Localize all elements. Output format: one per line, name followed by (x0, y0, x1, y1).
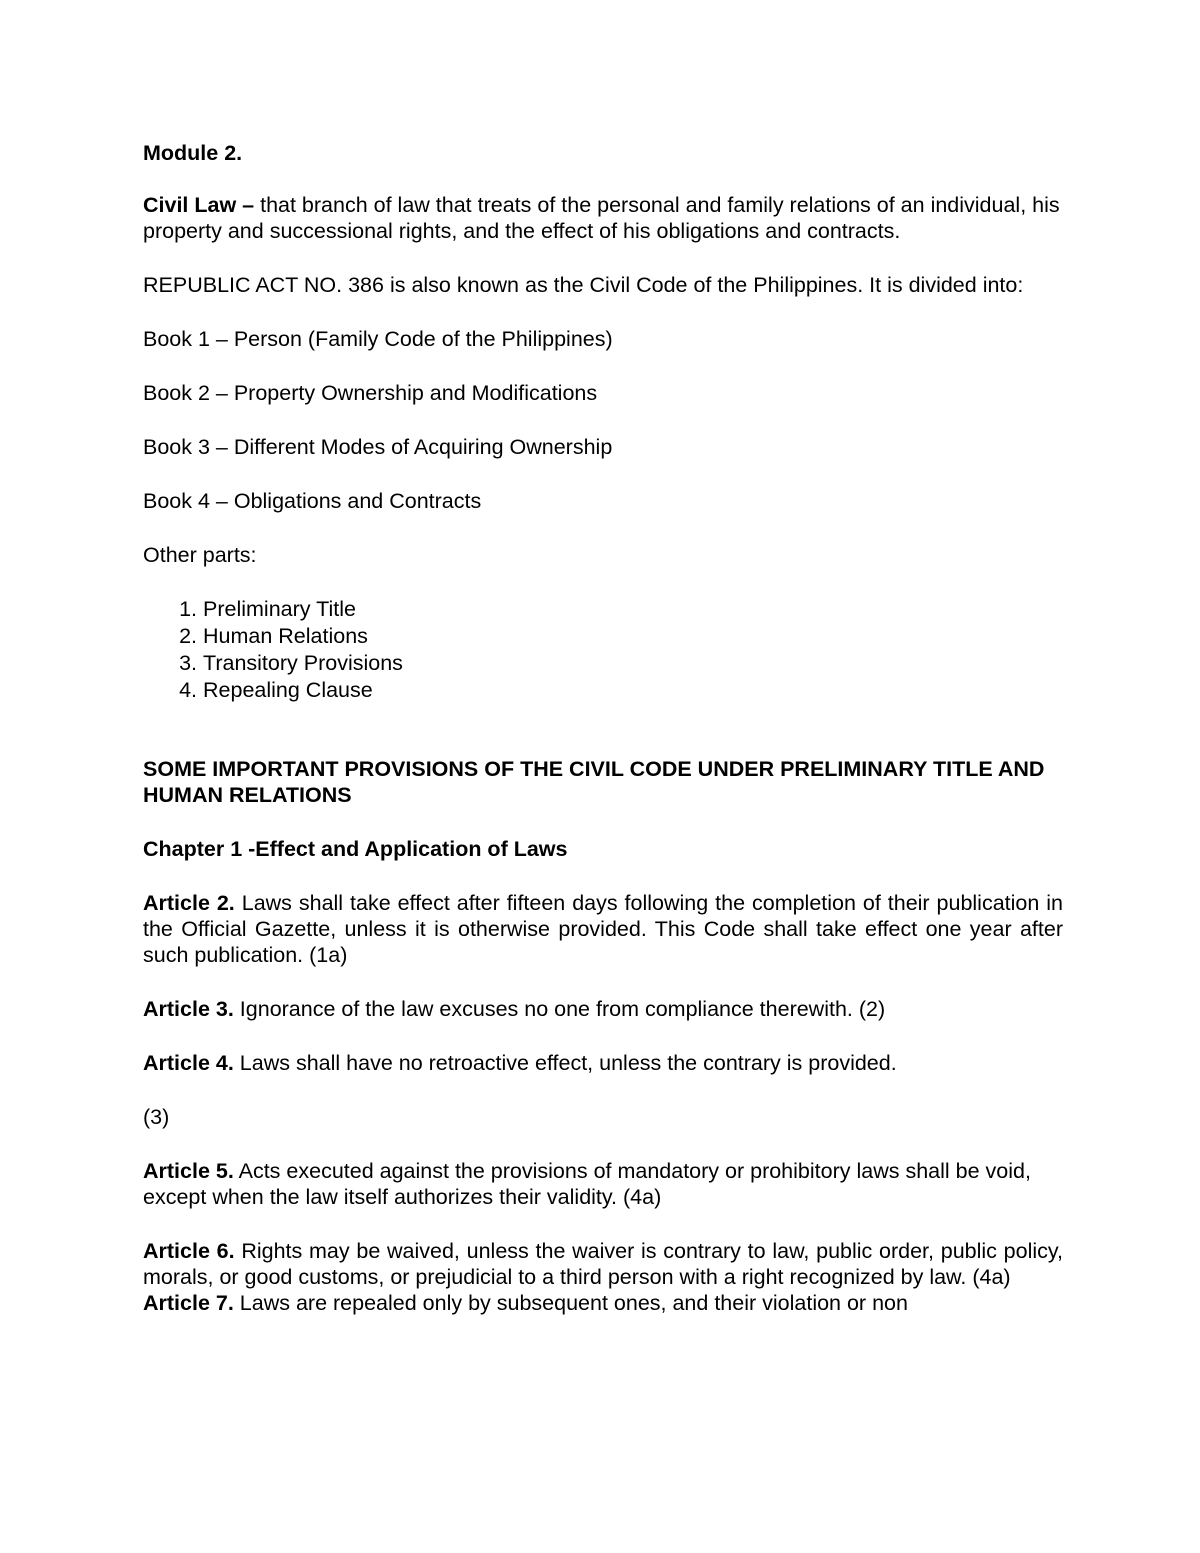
module-title: Module 2. (143, 141, 243, 165)
article-text: Acts executed against the provisions of mandatory or prohibitory laws shall be void, except when the law itself authorizes their validity. (4a) (143, 1159, 1031, 1209)
article-text: Rights may be waived, unless the waiver is contrary to law, public order, public policy, morals, or good customs, or prejudicial to a third person with a right recognized by law. (4a) (143, 1239, 1063, 1289)
civil-law-definition-text: that branch of law that treats of the personal and family relations of an individual, his property and successional rights, and the effect of his obligations and contracts. (143, 193, 1060, 243)
book-2: Book 2 – Property Ownership and Modifications (143, 381, 598, 405)
chapter-heading: Chapter 1 -Effect and Application of Laws (143, 837, 568, 861)
article-label: Article 3. (143, 997, 234, 1021)
civil-law-term: Civil Law – (143, 193, 255, 217)
book-4: Book 4 – Obligations and Contracts (143, 489, 482, 513)
article-7 (143, 1290, 1063, 1316)
other-parts-label: Other parts: (143, 543, 257, 567)
article-text: Ignorance of the law excuses no one from compliance therewith. (2) (233, 997, 886, 1021)
article-text: Laws shall have no retroactive effect, unless the contrary is provided. (233, 1051, 897, 1075)
book-1: Book 1 – Person (Family Code of the Philippines) (143, 327, 613, 351)
list-item: 3. Transitory Provisions (203, 650, 1063, 677)
article-3 (143, 996, 1063, 1022)
document-page (143, 140, 1063, 1316)
article-label: Article 2. (143, 891, 235, 915)
article-text: Laws are repealed only by subsequent ones, and their violation or non (233, 1291, 908, 1315)
article-text: Laws shall take effect after fifteen days following the completion of their publication in the Official Gazette, unless it is otherwise provided. This Code shall take effect one year after such publication. (1a) (143, 891, 1063, 967)
other-parts-list (143, 596, 1063, 704)
list-item: 1. Preliminary Title (203, 596, 1063, 623)
article-label: Article 5. (143, 1159, 234, 1183)
article-label: Article 7. (143, 1291, 234, 1315)
article-4-citation (143, 1104, 1063, 1130)
book-3: Book 3 – Different Modes of Acquiring Ownership (143, 435, 613, 459)
list-item: 4. Repealing Clause (203, 677, 1063, 704)
article-4 (143, 1050, 1063, 1076)
article-6 (143, 1238, 1063, 1290)
article-5 (143, 1158, 1063, 1210)
article-label: Article 4. (143, 1051, 234, 1075)
civil-law-definition (143, 192, 1063, 244)
list-item: 2. Human Relations (203, 623, 1063, 650)
section-heading: SOME IMPORTANT PROVISIONS OF THE CIVIL CODE UNDER PRELIMINARY TITLE AND HUMAN RELATIONS (143, 757, 1045, 807)
article-2 (143, 890, 1063, 968)
article-text: (3) (143, 1105, 170, 1129)
article-label: Article 6. (143, 1239, 235, 1263)
republic-act-paragraph: REPUBLIC ACT NO. 386 is also known as the Civil Code of the Philippines. It is divided into: (143, 273, 1024, 297)
